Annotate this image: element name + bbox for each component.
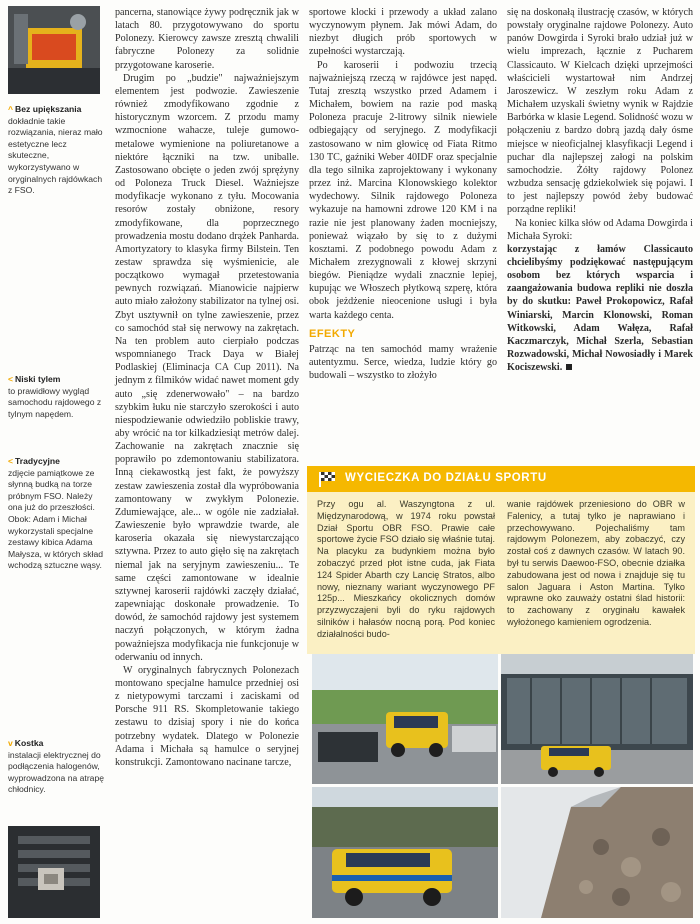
- showroom-illustration: [501, 654, 693, 784]
- photo-stone-fence: [501, 787, 693, 918]
- caret-left-icon: <: [8, 374, 14, 384]
- section-heading-efekty: EFEKTY: [309, 327, 356, 340]
- sidebar-header: [307, 466, 695, 492]
- photo-rally-car-street: [312, 654, 498, 784]
- sidebar-text-right: wanie rajdówek przeniesiono do OBR w Falenicy, a tutaj tylko je naprawiano i przechowywano. Pojechaliśmy tam rajdowym Polonezem, aby zobaczyć, czy został coś z dawnych czasów. W latach 90. był tu serwis Daewoo-FSO, obecnie działka zabudowana jest od nowa i znajduje się tu salon Jaguara i Aston Martina. Tylko wprawne oko zauważy ostatni ślad historii: to zachowany z oryginału kawałek wyłożonego kamieniem ogrodzenia.: [507, 499, 685, 627]
- article-column-2: sportowe klocki i przewody a układ zalano wyczynowym płynem. Jak mówi Adam, do niezbyt długich prób sportowych w zupełności wystarczają. Po karoserii i podwoziu trzecią najważniejszą rzeczą w rajdówce jest napęd. Tutaj zresztą wszystko przed Adamem i Michałem, bowiem na razie pod maską Poloneza pracuje 2-litrowy silnik niewiele odbiegający od seryjnego. Z modyfikacji zastosowano w nim głowicę od Fiata Ritmo 130 TC, gaźniki Weber 40IDF oraz specjalnie dla tego silnika zaprojektowany i wykonany przez inż. Marcina Klonowskiego kolektor wydechowy. Silnik rajdowego Poloneza wykazuje na hamowni zdrowe 120 KM i na razie nie jest planowany żaden mocniejszy, ponieważ wiązało by się to z dużymi kosztami. Z podobnego powodu Adam z Michałem zrezygnowali z kłowej skrzyni biegów. Pieniądze wydali znacznie lepiej, kupując we Włoszech płytkową szperę, która obok jeżdżenie nieocenione usługi i była warta każdego centa. EFEKTY Patrząc na ten samochód mamy wrażenie autentyzmu. Serce, wiedza, ludzie który go budowali – wszystko to złożyło: [309, 7, 497, 382]
- thanks-quote: korzystając z łamów Classicauto chcielibyśmy podziękować następującym osobom bez których wsparcia i zaangażowania budowa repliki nie doszła by do skutku: Paweł Prokopowicz, Rafał Winiarski, Marcin Klonowski, Roman Witkowski, Adam Wałęza, Rafał Kaczmarczyk, Michał Szerla, Sebastian Rozwadowski, Michał Nowosiadły i Marek Kociszewski.: [507, 243, 693, 374]
- caption-kostka: v Kostka instalacji elektrycznej do podłączenia halogenów, wyprowadzona na atrapę chłodnicy.: [8, 738, 105, 795]
- photo-engine-detail: [8, 6, 100, 94]
- caret-left-icon: <: [8, 456, 14, 466]
- rally-car-parked-illustration: [312, 787, 498, 918]
- engine-illustration: [8, 6, 100, 94]
- end-mark-icon: [566, 364, 572, 370]
- rally-car-street-illustration: [312, 654, 498, 784]
- photo-rally-car-parked: [312, 787, 498, 918]
- article-column-3: się na doskonałą ilustrację czasów, w których powstały oryginalne rajdowe Polonezy. Auto panów Dowgirda i Syroki brało udział już w wielu imprezach, łącznie z Pucharem Classicauto. W Kielcach dzięki uprzejmości właścicieli wystartował nim Andrzej Jaroszewicz. W zeszłym roku Adam z Michałem uzyskali świetny wynik w Rajdzie Barbórka w klasie Legend. Solidność wozu w połączeniu z bardzo dobrą jazdą dały ósme miejsce w nieoficjalnej klasyfikacji Legend i puchar dla najlepszej załogi na polskim samochodzie. Żółty rajdowy Polonez wzbudza sensację gdziekolwiek się pojawi. I to jest najlepszy powód żeby budować porządne repliki! Na koniec kilka słów od Adama Dowgirda i Michała Syroki: korzystając z łamów Classicauto chcielibyśmy podziękować następującym osobom bez których wsparcia i zaangażowania budowa repliki nie doszła by do skutku: Paweł Prokopowicz, Rafał Winiarski, Marcin Klonowski, Roman Witkowski, Adam Wałęza, Rafał Kaczmarczyk, Michał Szerla, Sebastian Rozwadowski, Michał Nowosiadły i Marek Kociszewski.: [507, 7, 693, 374]
- stone-fence-illustration: [501, 787, 693, 918]
- grille-illustration: [8, 826, 100, 918]
- caret-down-icon: v: [8, 738, 13, 748]
- caption-bez-upiekszania: ^ Bez upiększania dokładnie takie rozwiązania, nieraz mało estetyczne lecz skuteczne, wykorzystywano w oryginalnych rajdówkach z FSO.: [8, 104, 103, 196]
- caption-tradycyjne: < Tradycyjne zdjęcie pamiątkowe ze słynną budką na torze próbnym FSO. Należy ona już do przeszłości. Obok: Adam i Michał wykorzystali specjalne zestawy kibica Adama Małysza, w których skład wchodzą sztuczne wąsy.: [8, 456, 104, 571]
- photo-grille-connector: [8, 826, 100, 918]
- photo-showroom-building: [501, 654, 693, 784]
- article-column-1: pancerna, stanowiące żywy podręcznik jak w latach 80. przygotowywano do sportu Polonezy. Kierowcy zawsze zresztą chwalili fabryczne Polonezy za solidnie przygotowane karoserie. Drugim po „budzie" najważniejszym elementem jest podwozie. Zawieszenie również zmodyfikowano zgodnie z historycznym wzorcem. Z przodu mamy wzmocnione wahacze, tuleje gumowo-metalowe wymienione na poliuretanowe a niektóre łączniki na tzw. uniballe. Zastosowano obcięte o jeden zwój sprężyny od Poloneza Truck Diesel. Ważniejsze modyfikacje wykonano z tyłu. Mocowania resorów zostały obniżone, resory zmodyfikowane, dla poprzecznego prowadzenia mostu dodano drążek Panharda. Amortyzatory to klasyka firmy Bilstein. Ten zestaw sprawdza się wyśmienicie, ale początkowo wymagał przetestowania pewnych rozwiązań. Mianowicie najpierw auto miało założony stabilizator na tylnej osi. Zbyt usztywnił on tylne zawieszenie, przez co samochód stał się nerwowy na zakrętach. Na ten problem auto cierpiało podczas wspomnianego Track Daya w Białej Podlaskiej (Eliminacja CA Cup 2011). Na jednym z filmików widać nawet moment gdy auto „się zdenerwowało" – na bardzo szybkim łuku nie starczyło szerokości i auto niespodziewanie odwiedziło pobliskie trawy, aby wrócić na tor kilkadziesiąt metrów dalej. Zachowanie na zakrętach znacznie się poprawiło po zdemontowaniu stabilizatora. Inną ciekawostką jest fakt, że powyższy zestaw zawieszenia został dla wypróbowania zamontowany w zwykłym Polonezie. Zdumiewające, ale... w ogóle nie zadziałał. Zawieszenie było wprawdzie twarde, ale karoseria okazała się niewystarczająco sztywna. Przez to auto gięło się na zakrętach niemal jak na seryjnym zawieszeniu... Te same części zamontowane w idealnie sztywnej karoserii rajdówki zaczęły działać, zapewniając doskonałe prowadzenie. To dowód, że samochód rajdowy jest systemem naczyń połączonych, w którym żadna poważniejsza modyfikacja nie funkcjonuje w oderwaniu od innych. W oryginalnych fabrycznych Polonezach montowano specjalne hamulce przedniej osi z nietypowymi tarczami i zaciskami od Porsche 911 RS. Skompletowanie takiego zestawu to dzisiaj spory i nie do końca potrzebny wydatek. Dlatego w Polonezie Adama i Michała są hamulce o seryjnej konstrukcji. Zamontowano nacinane tarcze,: [115, 7, 299, 768]
- checkered-flag-icon: [317, 470, 337, 488]
- sidebar-title: WYCIECZKA DO DZIAŁU SPORTU: [345, 472, 547, 484]
- sidebar-box: [307, 466, 695, 654]
- caret-up-icon: ^: [8, 104, 14, 114]
- caption-niski-tylem: < Niski tylem to prawidłowy wygląd samochodu rajdowego z tylnym napędem.: [8, 374, 102, 419]
- sidebar-text-left: Przy ogu al. Waszyngtona z ul. Międzynarodową, w 1974 roku powstał Dział Sportu OBR FSO. Prawie całe sportowe życie FSO działo się właśnie tutaj. Na placyku za budynkiem można było zobaczyć przed płot istne cuda, jak Fiata 124 Spider Abarth czy Lancię Stratos, albo nowy, nieznany wariant wyczynowego PF 125p... Mieszkańcy okolicznych domów przyzwyczajeni byli do ryku rajdowych silników i hałasów nocną porą. Pod koniec działalności budo-: [317, 499, 495, 639]
